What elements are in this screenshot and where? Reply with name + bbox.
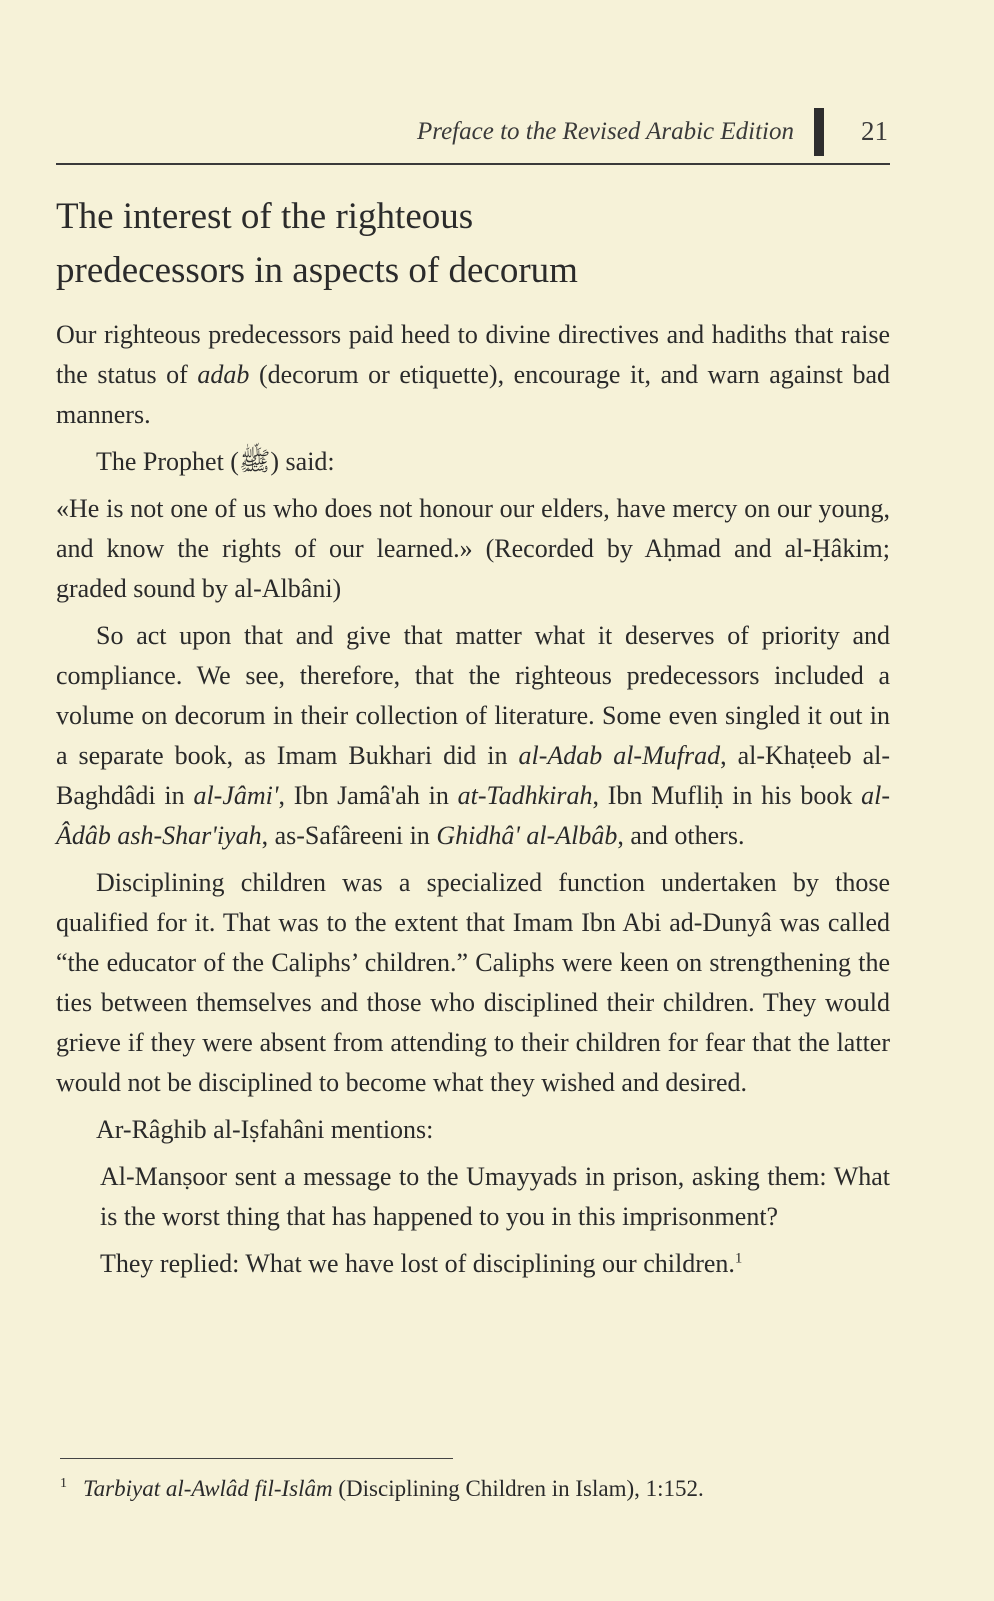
p4-text-5: , as-Safâreeni in [261, 821, 437, 850]
header-rule [56, 163, 890, 165]
footnote-text: (Disciplining Children in Islam), 1:152. [332, 1476, 704, 1501]
page-number: 21 [861, 116, 888, 146]
paragraph-5: Disciplining children was a specialized function undertaken by those qualified for it. That was to the extent that Imam Ibn Abi ad-Dunyâ was called “the educator of the Caliphs’ children.” Caliphs were keen on strengthening the ties between themselves and those who disciplined their children. They would grieve if they were absent from attending to their children for fear that the latter would not be disciplined to become what they wished and desired. [56, 868, 890, 1097]
footnote [60, 1474, 890, 1504]
footnote-reference: 1 [734, 1250, 743, 1267]
p4-book-5: Ghidhâ' al-Albâb [436, 821, 618, 850]
p4-book-3: at-Tadhkirah [457, 781, 593, 810]
p1-italic-adab: adab [197, 360, 250, 389]
paragraph-2: The Prophet (ﷺ) said: [96, 447, 335, 476]
body-text [56, 315, 890, 1291]
heading-line-2: predecessors in aspects of decorum [56, 250, 578, 291]
paragraph-1 [56, 315, 890, 435]
p4-text-6: , and others. [617, 821, 745, 850]
hadith-quote: «He is not one of us who does not honour our elders, have mercy on our young, and know the rights of our learned.» (Recorded by Aḥmad and al-Ḥâkim; graded sound by al-Albâni) [56, 494, 890, 603]
paragraph-6: Ar-Râghib al-Iṣfahâni mentions: [96, 1115, 434, 1144]
quote-paragraph-2 [56, 1244, 890, 1284]
p4-text-3: , Ibn Jamâ'ah in [278, 781, 458, 810]
p4-book-4: al-Âdâb ash-Shar'iyah [56, 781, 891, 850]
p4-text-2: , al-Khaṭeeb al-Baghdâdi in [56, 741, 890, 810]
p8-text: They replied: What we have lost of disciplining our children. [100, 1249, 735, 1278]
header-bar-ornament [814, 108, 824, 156]
p1-text-c: (decorum or etiquette), encourage it, and warn against bad manners. [56, 360, 890, 429]
p1-text-a: Our righteous predecessors paid heed to divine directives and hadiths that raise the status of [56, 320, 890, 389]
p4-book-2: al-Jâmi' [193, 781, 279, 810]
running-title: Preface to the Revised Arabic Edition [417, 118, 794, 145]
section-heading [56, 190, 896, 298]
footnote-rule [60, 1458, 453, 1459]
p4-text-4: , Ibn Mufliḥ in his book [592, 781, 862, 810]
paragraph-4 [56, 616, 890, 856]
quote-paragraph-1: Al-Manṣoor sent a message to the Umayyads in prison, asking them: What is the worst thing that has happened to you in this imprisonment? [100, 1162, 890, 1231]
p4-book-1: al-Adab al-Mufrad [518, 741, 721, 770]
heading-line-1: The interest of the righteous [56, 196, 474, 237]
footnote-book-title: Tarbiyat al-Awlâd fil-Islâm [83, 1476, 333, 1501]
running-header [56, 108, 888, 158]
p4-text-1: So act upon that and give that matter what it deserves of priority and compliance. We see, therefore, that the righteous predecessors included a volume on decorum in their collection of literature. Some even singled it out in a separate book, as Imam Bukhari did in [56, 621, 890, 770]
footnote-marker: 1 [60, 1476, 67, 1492]
